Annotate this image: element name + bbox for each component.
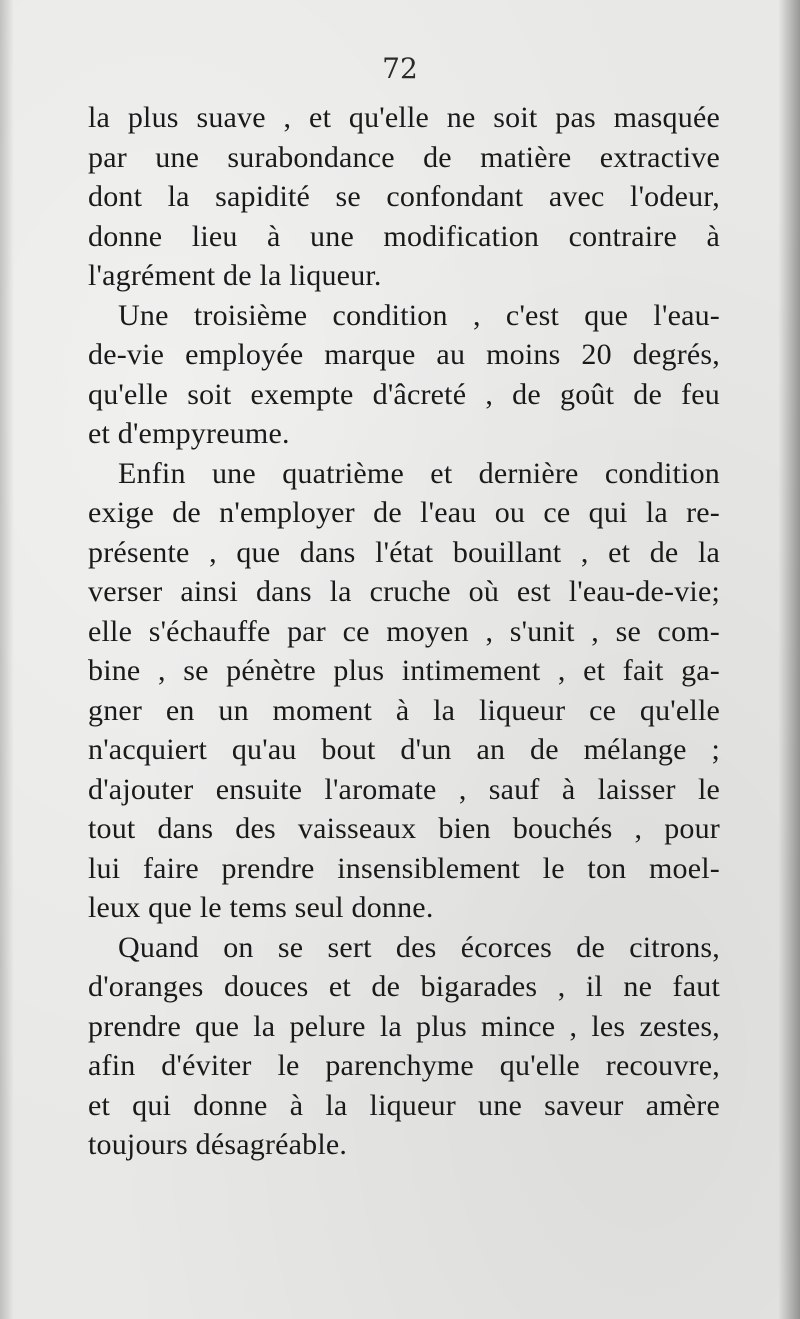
body-text xyxy=(88,98,720,1165)
paragraph-start-line: Quand on se sert des écorces de citrons, xyxy=(118,930,720,964)
text-line: donne lieu à une modification contraire à xyxy=(88,219,720,253)
page-edge-shadow xyxy=(778,0,800,1319)
text-line: et d'empyreume. xyxy=(88,417,290,450)
text-line: prendre que la pelure la plus mince , les zestes, xyxy=(88,1009,720,1043)
text-line: dont la sapidité se confondant avec l'odeur, xyxy=(88,180,720,213)
text-line: de-vie employée marque au moins 20 degrés, xyxy=(88,338,720,371)
text-line: gner en un moment à la liqueur ce qu'elle xyxy=(88,693,720,727)
page-number: 72 xyxy=(382,52,418,85)
page-gutter-shadow xyxy=(0,0,14,1319)
paragraph-start-line: Enfin une quatrième et dernière condition xyxy=(118,456,720,490)
text-line: la plus suave , et qu'elle ne soit pas masquée xyxy=(88,101,720,134)
text-line: bine , se pénètre plus intimement , et fait ga- xyxy=(88,654,720,687)
text-line: lui faire prendre insensiblement le ton moel- xyxy=(88,851,720,885)
text-line: d'ajouter ensuite l'aromate , sauf à laisser le xyxy=(88,772,720,806)
text-line: n'acquiert qu'au bout d'un an de mélange ; xyxy=(88,733,720,766)
paragraph-start-line: Une troisième condition , c'est que l'eau- xyxy=(118,298,720,332)
text-line: leux que le tems seul donne. xyxy=(88,891,434,924)
text-line: toujours désagréable. xyxy=(88,1128,348,1161)
text-line: d'oranges douces et de bigarades , il ne faut xyxy=(88,970,720,1003)
text-line: exige de n'employer de l'eau ou ce qui la re- xyxy=(88,496,720,529)
text-line: verser ainsi dans la cruche où est l'eau-de-vie; xyxy=(88,575,720,608)
text-line: tout dans des vaisseaux bien bouchés , pour xyxy=(88,812,720,845)
text-line: qu'elle soit exempte d'âcreté , de goût de feu xyxy=(88,377,720,411)
text-line: elle s'échauffe par ce moyen , s'unit , se com- xyxy=(88,614,720,648)
text-line: afin d'éviter le parenchyme qu'elle recouvre, xyxy=(88,1049,720,1082)
text-line: présente , que dans l'état bouillant , et de la xyxy=(88,535,720,569)
text-line: par une surabondance de matière extractive xyxy=(88,140,720,174)
text-line: et qui donne à la liqueur une saveur amère xyxy=(88,1088,720,1122)
text-line: l'agrément de la liqueur. xyxy=(88,259,382,292)
